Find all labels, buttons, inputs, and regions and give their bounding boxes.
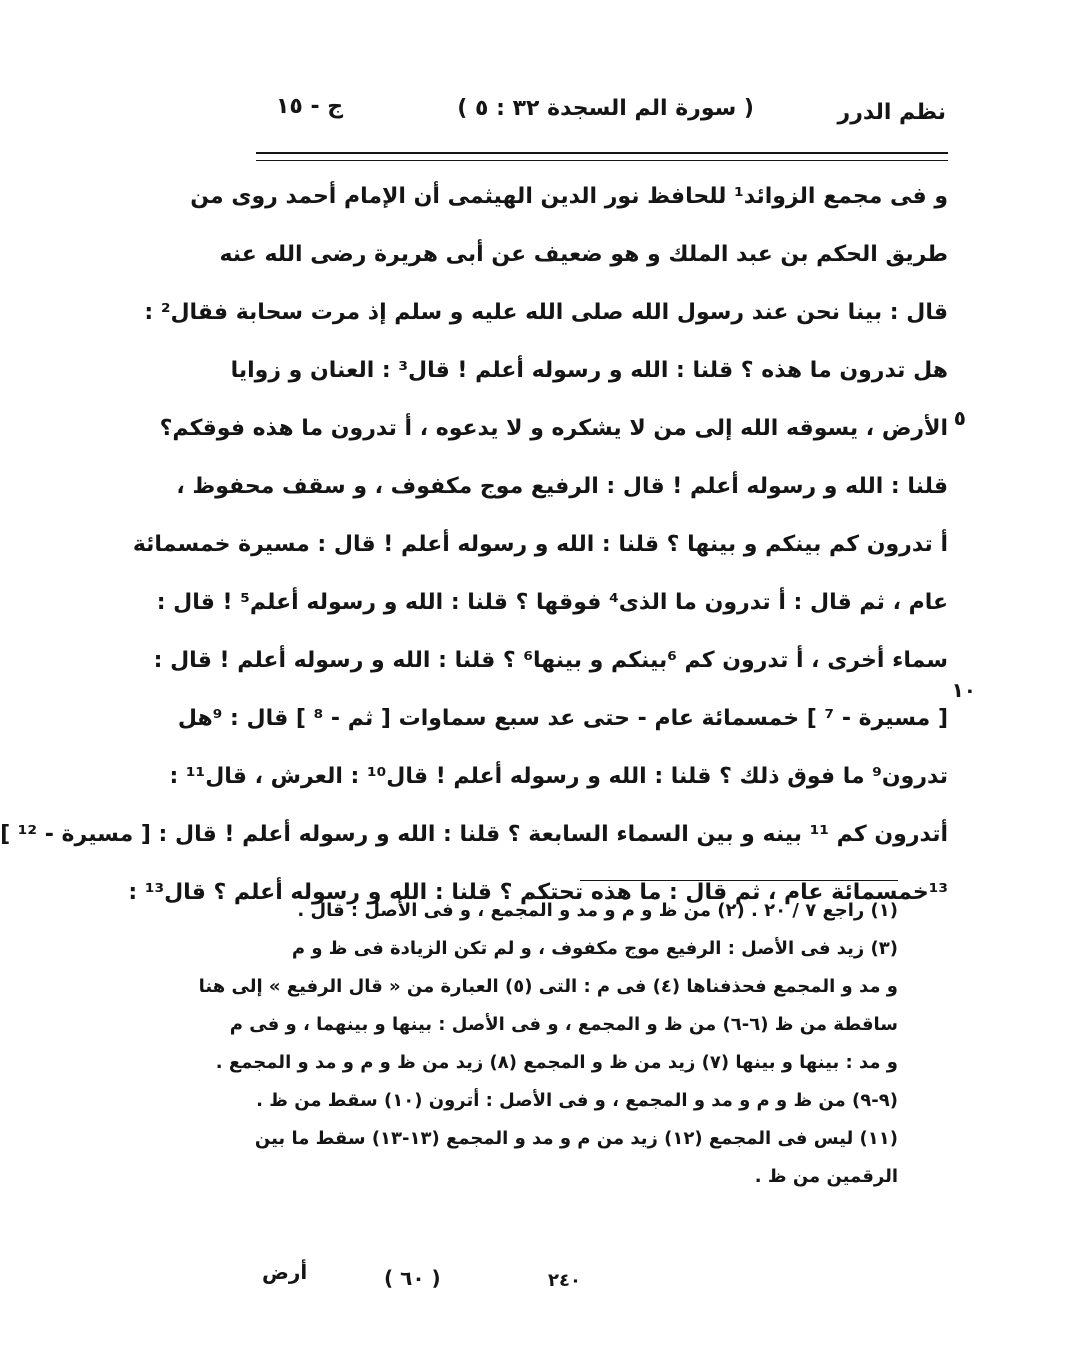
text-line: سماء أخرى ، أ تدرون كم ⁶بينكم و بينها⁶ ؟ قلنا : الله و رسوله أعلم ! قال : (153, 648, 948, 673)
text-line: و فى مجمع الزوائد¹ للحافظ نور الدين الهيثمى أن الإمام أحمد روى من (190, 184, 948, 209)
page-number: ٢٤٠ (548, 1270, 581, 1291)
text-line: أتدرون كم ¹¹ بينه و بين السماء السابعة ؟ قلنا : الله و رسوله أعلم ! قال : [ مسيرة - ¹² ] (0, 822, 948, 847)
text-line: هل تدرون ما هذه ؟ قلنا : الله و رسوله أعلم ! قال³ : العنان و زوايا (230, 358, 948, 383)
text-line: قال : بينا نحن عند رسول الله صلى الله عليه و سلم إذ مرت سحابة فقال² : (144, 300, 948, 325)
footnote-line: (٩-٩) من ظ و م و مد و المجمع ، و فى الأصل : أترون (١٠) سقط من ظ . (256, 1090, 898, 1111)
footnote-line: (١) راجع ٧ / ٢٠ . (٢) من ظ و م و مد و المجمع ، و فى الأصل : قال . (297, 900, 898, 921)
text-line: قلنا : الله و رسوله أعلم ! قال : الرفيع موج مكفوف ، و سقف محفوظ ، (176, 474, 948, 499)
text-line: أ تدرون كم بينكم و بينها ؟ قلنا : الله و رسوله أعلم ! قال : مسيرة خمسمائة (132, 532, 948, 557)
main-text (0, 168, 948, 922)
volume-label: ج - ١٥ (276, 94, 344, 119)
footnotes (198, 892, 898, 1196)
catchword: أرض (262, 1260, 308, 1284)
footnote-divider (580, 880, 898, 881)
footnote-line: الرقمين من ظ . (754, 1166, 898, 1187)
line-number: ٥ (953, 406, 966, 430)
footnote-line: و مد و المجمع فحذفناها (٤) فى م : التى (٥) العبارة من « قال الرفيع » إلى هنا (198, 976, 898, 997)
page-header (254, 92, 954, 136)
text-line: تدرون⁹ ما فوق ذلك ؟ قلنا : الله و رسوله أعلم ! قال¹⁰ : العرش ، قال¹¹ : (169, 764, 948, 789)
book-title: نظم الدرر (837, 100, 946, 125)
folio-number: ( ٦٠ ) (384, 1266, 441, 1290)
text-line: عام ، ثم قال : أ تدرون ما الذى⁴ فوقها ؟ قلنا : الله و رسوله أعلم⁵ ! قال : (156, 590, 948, 615)
text-line: طريق الحكم بن عبد الملك و هو ضعيف عن أبى هريرة رضى الله عنه (219, 242, 948, 267)
surah-reference: ( سورة الم السجدة ٣٢ : ٥ ) (457, 96, 754, 121)
footnote-line: ساقطة من ظ (٦-٦) من ظ و المجمع ، و فى الأصل : بينها و بينهما ، و فى م (229, 1014, 898, 1035)
text-line: ¹³خمسمائة عام ، ثم قال : ما هذه تحتكم ؟ قلنا : الله و رسوله أعلم ؟ قال¹³ : (128, 880, 948, 905)
line-number: ١٠ (951, 678, 976, 702)
text-line: [ مسيرة - ⁷ ] خمسمائة عام - حتى عد سبع سماوات [ ثم - ⁸ ] قال : ⁹هل (177, 706, 948, 731)
footnote-line: و مد : بينها و بينها (٧) زيد من ظ و المجمع (٨) زيد من ظ و م و مد و المجمع . (215, 1052, 898, 1073)
footnote-line: (٣) زيد فى الأصل : الرفيع موج مكفوف ، و لم تكن الزيادة فى ظ و م (291, 938, 898, 959)
footnote-line: (١١) ليس فى المجمع (١٢) زيد من م و مد و المجمع (١٣-١٣) سقط ما بين (254, 1128, 898, 1149)
header-divider (256, 152, 948, 161)
text-line: الأرض ، يسوقه الله إلى من لا يشكره و لا يدعوه ، أ تدرون ما هذه فوقكم؟ (159, 416, 948, 441)
